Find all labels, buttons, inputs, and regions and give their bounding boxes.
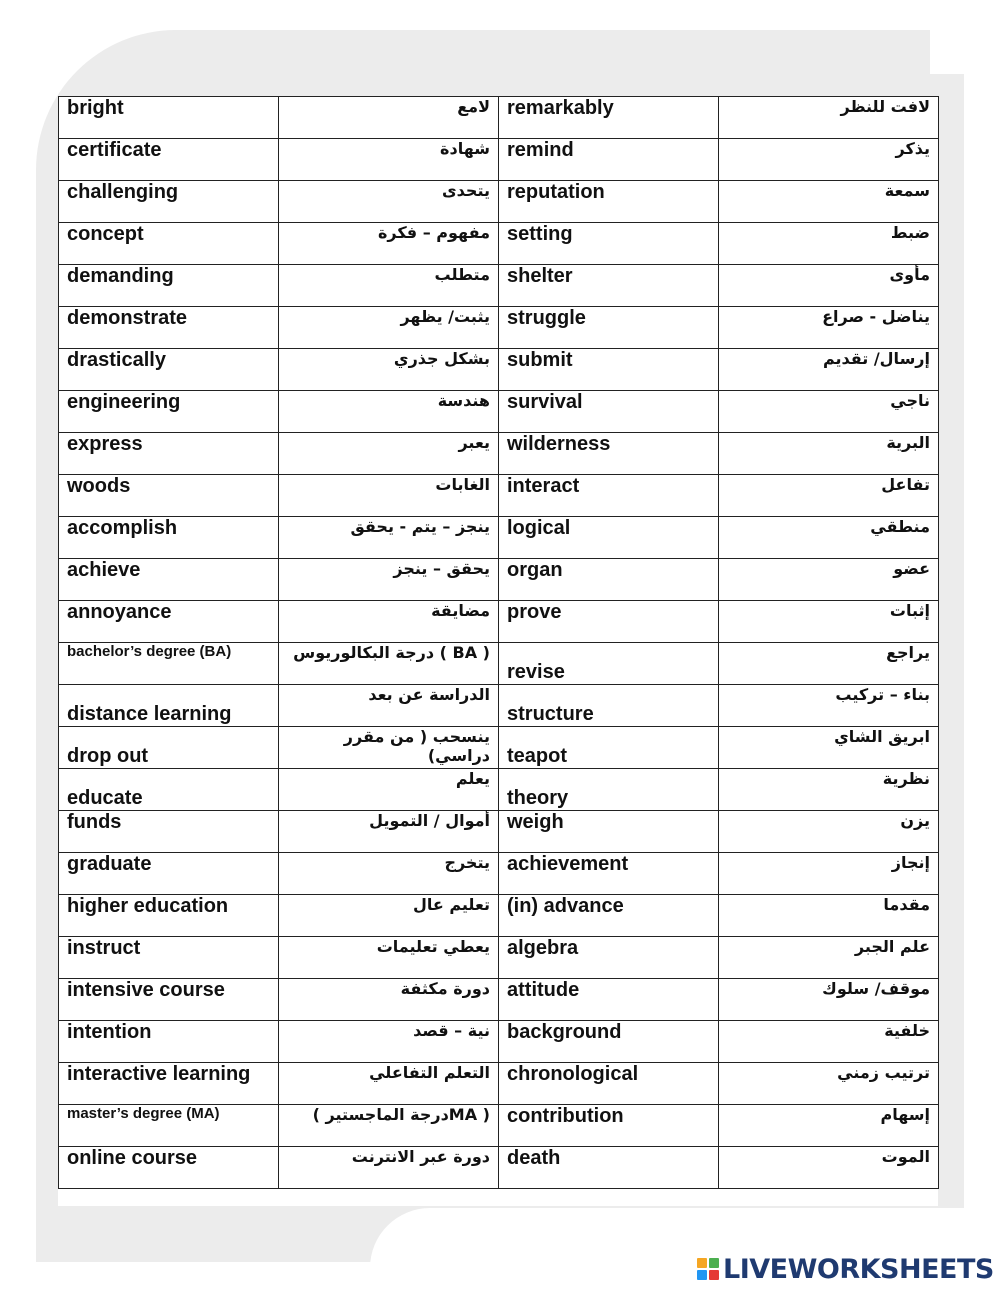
arabic-translation-cell: ينجز – يتم - يحقق xyxy=(279,517,499,559)
arabic-translation-cell: إرسال/ تقديم xyxy=(719,349,939,391)
english-term-cell: theory xyxy=(499,769,719,811)
arabic-translation-cell: إنجاز xyxy=(719,853,939,895)
english-term-cell: instruct xyxy=(59,937,279,979)
english-term-cell: intention xyxy=(59,1021,279,1063)
english-term-cell: logical xyxy=(499,517,719,559)
english-term-cell: graduate xyxy=(59,853,279,895)
logo-block xyxy=(697,1270,707,1280)
arabic-translation-cell: يعلم xyxy=(279,769,499,811)
english-term-cell: submit xyxy=(499,349,719,391)
arabic-translation-cell: ناجي xyxy=(719,391,939,433)
english-term-cell: algebra xyxy=(499,937,719,979)
arabic-translation-cell: الغابات xyxy=(279,475,499,517)
english-term-cell: setting xyxy=(499,223,719,265)
english-term-cell: remind xyxy=(499,139,719,181)
arabic-translation-cell: مضايقة xyxy=(279,601,499,643)
arabic-translation-cell: يراجع xyxy=(719,643,939,685)
table-row xyxy=(59,307,939,349)
arabic-translation-cell: منطقي xyxy=(719,517,939,559)
english-term-cell: background xyxy=(499,1021,719,1063)
arabic-translation-cell: مأوى xyxy=(719,265,939,307)
english-term-cell: reputation xyxy=(499,181,719,223)
english-term-cell: annoyance xyxy=(59,601,279,643)
english-term-cell: teapot xyxy=(499,727,719,769)
table-row xyxy=(59,769,939,811)
arabic-translation-cell: لافت للنظر xyxy=(719,97,939,139)
arabic-translation-cell: متطلب xyxy=(279,265,499,307)
arabic-translation-cell: بناء – تركيب xyxy=(719,685,939,727)
arabic-translation-cell: شهادة xyxy=(279,139,499,181)
arabic-translation-cell: مفهوم – فكرة xyxy=(279,223,499,265)
english-term-cell: drop out xyxy=(59,727,279,769)
arabic-translation-cell: هندسة xyxy=(279,391,499,433)
arabic-translation-cell: إسهام xyxy=(719,1105,939,1147)
arabic-translation-cell: يزن xyxy=(719,811,939,853)
table-row xyxy=(59,601,939,643)
vocabulary-table xyxy=(58,96,939,1189)
table-row xyxy=(59,727,939,769)
english-term-cell: drastically xyxy=(59,349,279,391)
logo-block xyxy=(709,1258,719,1268)
english-term-cell: shelter xyxy=(499,265,719,307)
english-term-cell: revise xyxy=(499,643,719,685)
table-row xyxy=(59,475,939,517)
arabic-translation-cell: يتحدى xyxy=(279,181,499,223)
arabic-translation-cell: تفاعل xyxy=(719,475,939,517)
english-term-cell: higher education xyxy=(59,895,279,937)
arabic-translation-cell: ( MAدرجة الماجستير ) xyxy=(279,1105,499,1147)
table-row xyxy=(59,853,939,895)
logo-block xyxy=(709,1270,719,1280)
arabic-translation-cell: مقدما xyxy=(719,895,939,937)
english-term-cell: interact xyxy=(499,475,719,517)
english-term-cell: bright xyxy=(59,97,279,139)
english-term-cell: challenging xyxy=(59,181,279,223)
arabic-translation-cell: عضو xyxy=(719,559,939,601)
arabic-translation-cell: ابريق الشاي xyxy=(719,727,939,769)
english-term-cell: accomplish xyxy=(59,517,279,559)
english-term-cell: contribution xyxy=(499,1105,719,1147)
english-term-cell: demanding xyxy=(59,265,279,307)
english-term-cell: woods xyxy=(59,475,279,517)
arabic-translation-cell: نية – قصد xyxy=(279,1021,499,1063)
english-term-cell: funds xyxy=(59,811,279,853)
table-row xyxy=(59,265,939,307)
arabic-translation-cell: يعطي تعليمات xyxy=(279,937,499,979)
table-row xyxy=(59,811,939,853)
table-row xyxy=(59,643,939,685)
table-row xyxy=(59,517,939,559)
arabic-translation-cell: يثبت/ يظهر xyxy=(279,307,499,349)
table-row xyxy=(59,1021,939,1063)
table-row xyxy=(59,181,939,223)
arabic-translation-cell: خلفية xyxy=(719,1021,939,1063)
english-term-cell: death xyxy=(499,1147,719,1189)
english-term-cell: prove xyxy=(499,601,719,643)
logo-block xyxy=(697,1258,707,1268)
english-term-cell: attitude xyxy=(499,979,719,1021)
table-row xyxy=(59,349,939,391)
arabic-translation-cell: الموت xyxy=(719,1147,939,1189)
english-term-cell: bachelor’s degree (BA) xyxy=(59,643,279,685)
table-row xyxy=(59,433,939,475)
table-row xyxy=(59,937,939,979)
arabic-translation-cell: أموال / التمويل xyxy=(279,811,499,853)
english-term-cell: struggle xyxy=(499,307,719,349)
english-term-cell: master’s degree (MA) xyxy=(59,1105,279,1147)
english-term-cell: (in) advance xyxy=(499,895,719,937)
background-notch xyxy=(930,30,970,74)
arabic-translation-cell: يتخرج xyxy=(279,853,499,895)
table-row xyxy=(59,895,939,937)
english-term-cell: chronological xyxy=(499,1063,719,1105)
english-term-cell: interactive learning xyxy=(59,1063,279,1105)
english-term-cell: engineering xyxy=(59,391,279,433)
english-term-cell: survival xyxy=(499,391,719,433)
table-row xyxy=(59,979,939,1021)
arabic-translation-cell: يعبر xyxy=(279,433,499,475)
table-row xyxy=(59,1063,939,1105)
arabic-translation-cell: دورة مكثفة xyxy=(279,979,499,1021)
arabic-translation-cell: ضبط xyxy=(719,223,939,265)
table-row xyxy=(59,685,939,727)
table-row xyxy=(59,139,939,181)
arabic-translation-cell: إثبات xyxy=(719,601,939,643)
english-term-cell: concept xyxy=(59,223,279,265)
arabic-translation-cell: بشكل جذري xyxy=(279,349,499,391)
arabic-translation-cell: علم الجبر xyxy=(719,937,939,979)
arabic-translation-cell: دورة عبر الانترنت xyxy=(279,1147,499,1189)
english-term-cell: organ xyxy=(499,559,719,601)
logo-text: LIVEWORKSHEETS xyxy=(723,1253,994,1285)
arabic-translation-cell: يحقق – ينجز xyxy=(279,559,499,601)
english-term-cell: structure xyxy=(499,685,719,727)
table-row xyxy=(59,1147,939,1189)
english-term-cell: intensive course xyxy=(59,979,279,1021)
arabic-translation-cell: التعلم التفاعلي xyxy=(279,1063,499,1105)
arabic-translation-cell: موقف/ سلوك xyxy=(719,979,939,1021)
table-row xyxy=(59,223,939,265)
english-term-cell: achieve xyxy=(59,559,279,601)
table-row xyxy=(59,1105,939,1147)
arabic-translation-cell: ترتيب زمني xyxy=(719,1063,939,1105)
arabic-translation-cell: ينسحب ( من مقرر دراسي) xyxy=(279,727,499,769)
table-row xyxy=(59,97,939,139)
arabic-translation-cell: يذكر xyxy=(719,139,939,181)
english-term-cell: certificate xyxy=(59,139,279,181)
table-row xyxy=(59,391,939,433)
english-term-cell: remarkably xyxy=(499,97,719,139)
arabic-translation-cell: البرية xyxy=(719,433,939,475)
logo-blocks-icon xyxy=(697,1258,719,1280)
english-term-cell: online course xyxy=(59,1147,279,1189)
arabic-translation-cell: يناضل - صراع xyxy=(719,307,939,349)
english-term-cell: educate xyxy=(59,769,279,811)
english-term-cell: wilderness xyxy=(499,433,719,475)
english-term-cell: demonstrate xyxy=(59,307,279,349)
english-term-cell: weigh xyxy=(499,811,719,853)
english-term-cell: achievement xyxy=(499,853,719,895)
liveworksheets-logo xyxy=(697,1253,994,1285)
table-row xyxy=(59,559,939,601)
arabic-translation-cell: ( BA ) درجة البكالوريوس xyxy=(279,643,499,685)
arabic-translation-cell: لامع xyxy=(279,97,499,139)
english-term-cell: distance learning xyxy=(59,685,279,727)
arabic-translation-cell: سمعة xyxy=(719,181,939,223)
english-term-cell: express xyxy=(59,433,279,475)
arabic-translation-cell: الدراسة عن بعد xyxy=(279,685,499,727)
arabic-translation-cell: نظرية xyxy=(719,769,939,811)
arabic-translation-cell: تعليم عال xyxy=(279,895,499,937)
